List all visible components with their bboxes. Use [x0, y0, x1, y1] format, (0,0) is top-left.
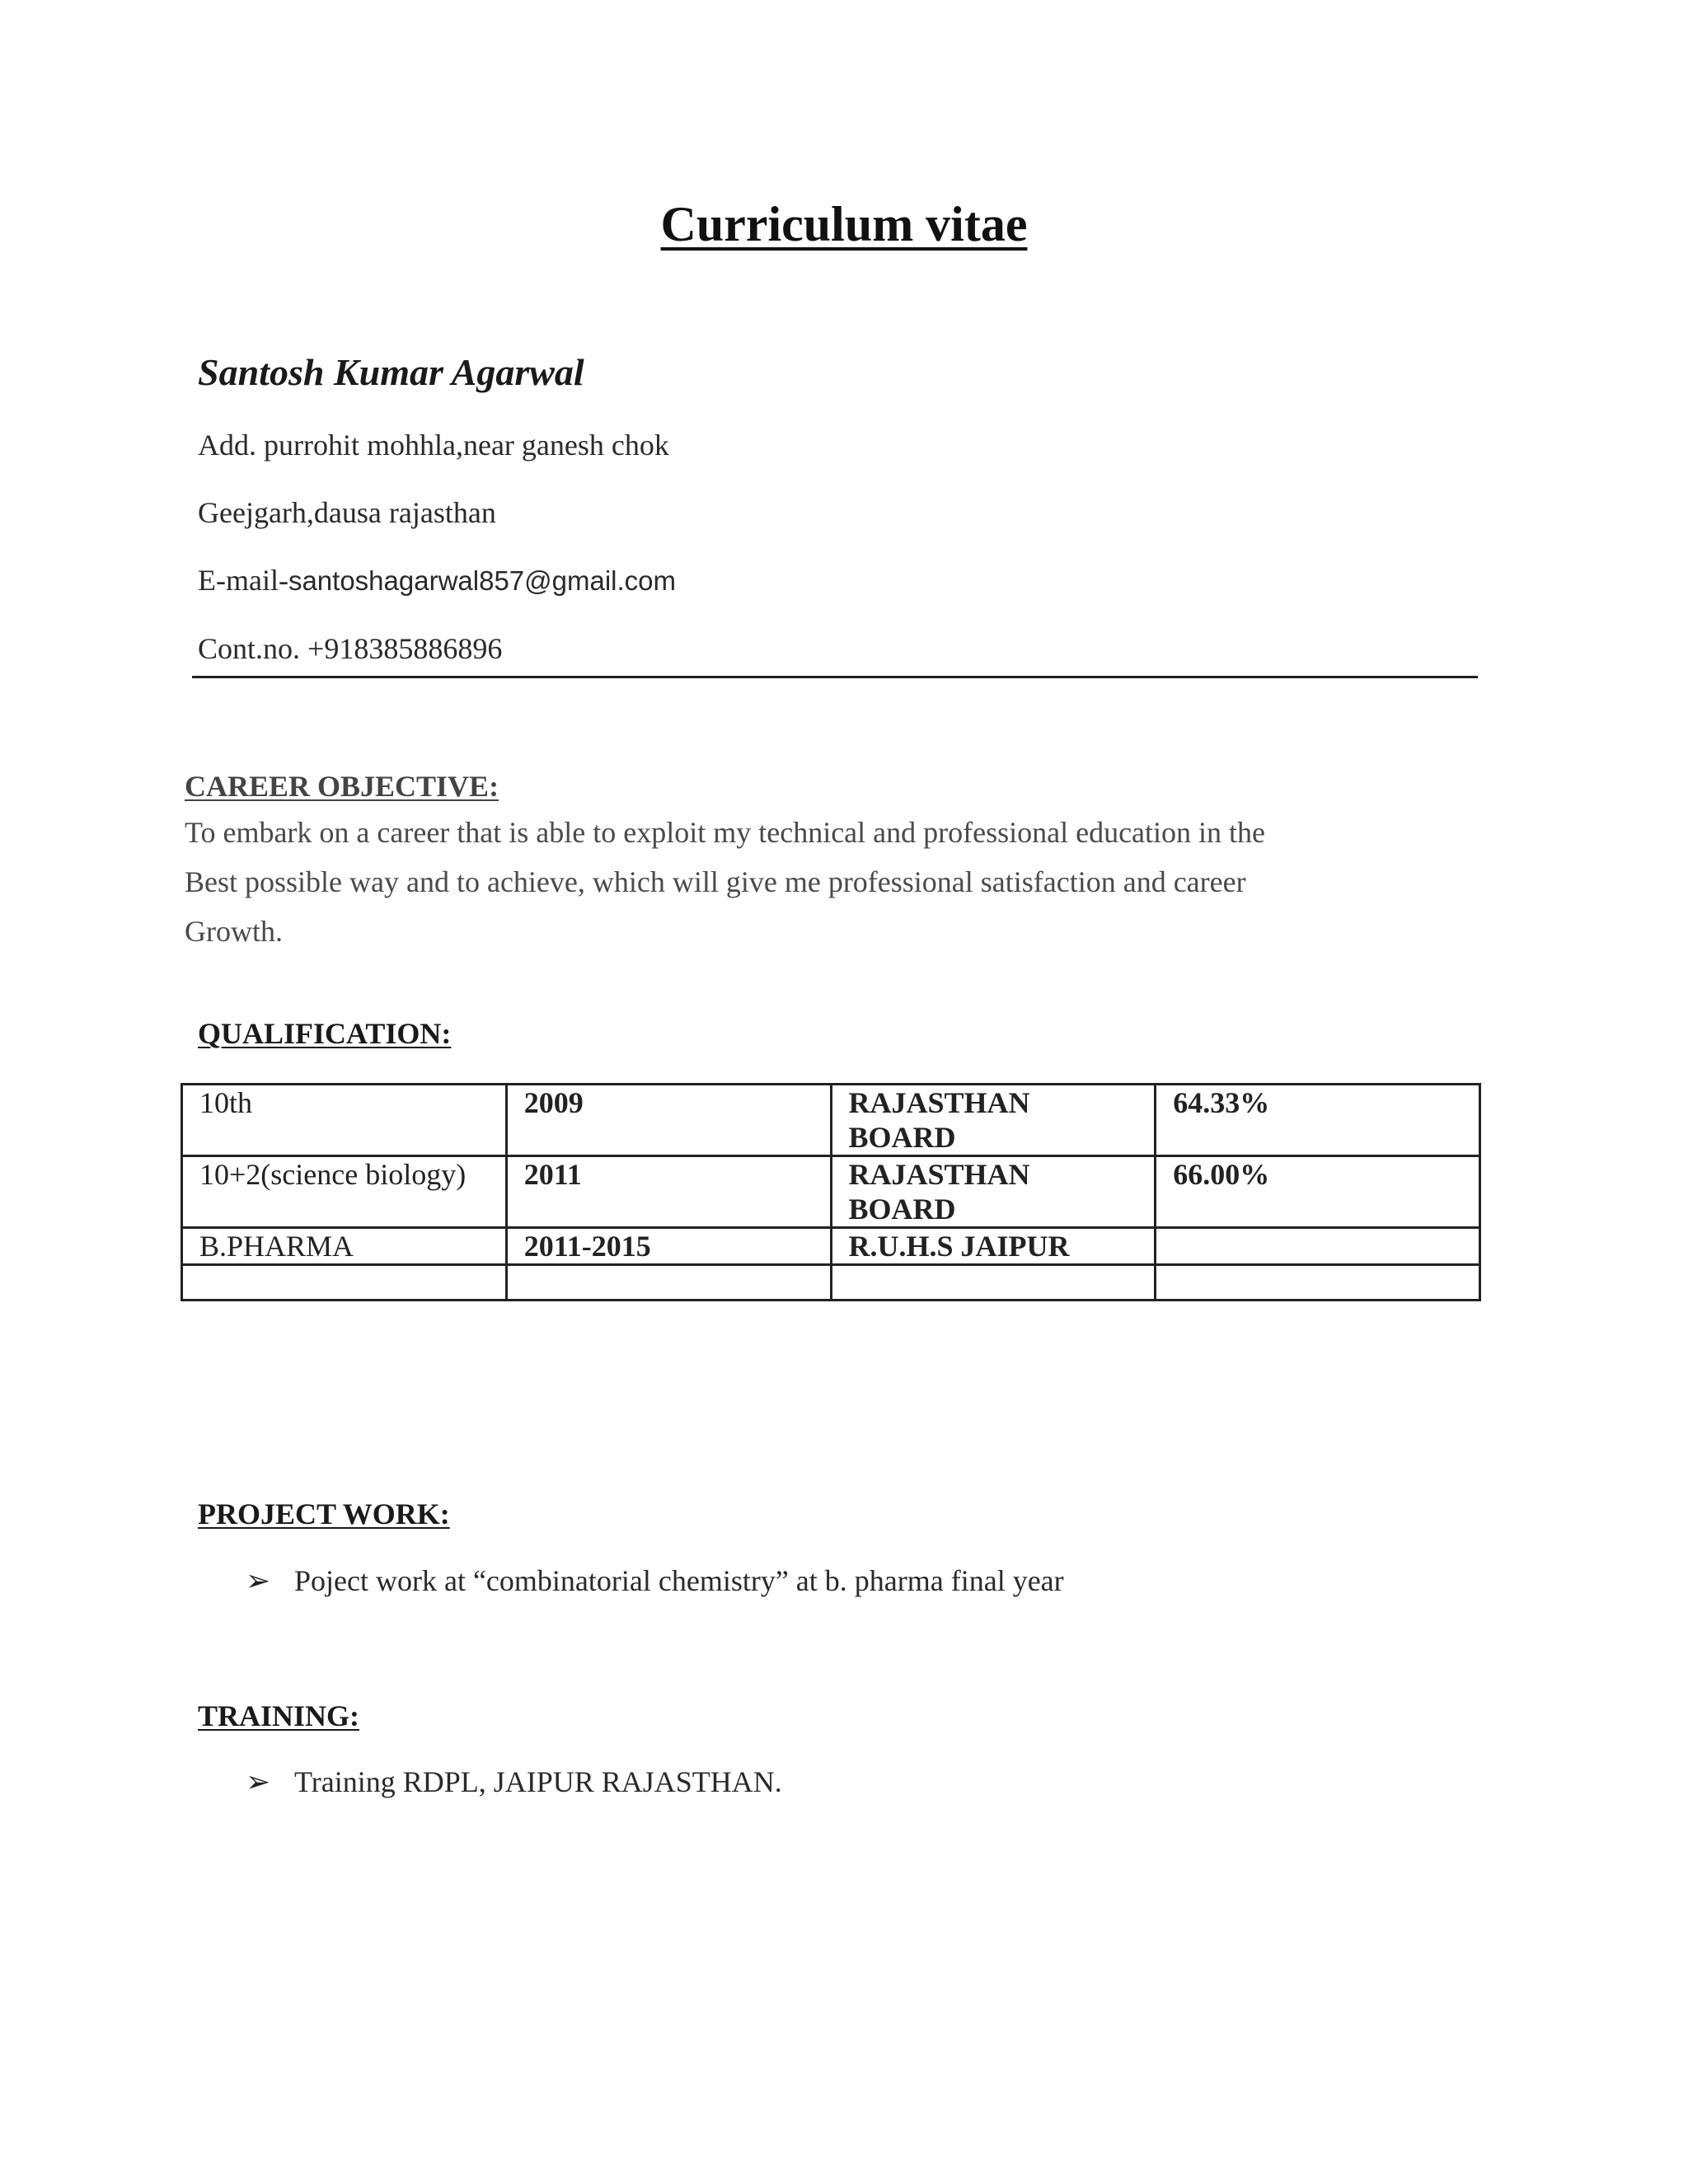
table-row	[182, 1265, 1480, 1301]
email-address: santoshagarwal857@gmail.com	[288, 565, 677, 596]
table-cell: 2011-2015	[506, 1228, 831, 1265]
table-cell: RAJASTHAN BOARD	[831, 1085, 1156, 1156]
email-line	[198, 562, 676, 599]
table-cell: 66.00%	[1156, 1156, 1480, 1228]
table-cell: 10+2(science biology)	[182, 1156, 507, 1228]
objective-line-1: To embark on a career that is able to exploit my technical and professional education in the	[185, 816, 1266, 849]
career-objective-heading: CAREER OBJECTIVE:	[185, 770, 499, 803]
table-cell: 2011	[506, 1156, 831, 1228]
objective-line-3: Growth.	[185, 915, 283, 948]
arrow-bullet-icon: ➢	[246, 1765, 271, 1798]
table-cell	[1156, 1228, 1480, 1265]
objective-line-2: Best possible way and to achieve, which will give me professional satisfaction and career	[185, 865, 1246, 898]
document-title	[0, 194, 1688, 254]
qualification-heading: QUALIFICATION:	[198, 1017, 452, 1050]
table-cell	[506, 1265, 831, 1301]
table-cell	[1156, 1265, 1480, 1301]
table-cell: 10th	[182, 1085, 507, 1156]
address-line-2: Geejgarh,dausa rajasthan	[198, 496, 496, 529]
arrow-bullet-icon: ➢	[246, 1564, 271, 1597]
email-prefix: E-mail-	[198, 564, 288, 597]
qualification-table	[181, 1083, 1481, 1301]
table-cell: B.PHARMA	[182, 1228, 507, 1265]
table-row	[182, 1085, 1480, 1156]
phone-line: Cont.no. +918385886896	[198, 632, 503, 665]
document-title-text: Curriculum vitae	[660, 197, 1028, 251]
table-row	[182, 1228, 1480, 1265]
table-cell: 2009	[506, 1085, 831, 1156]
project-work-heading: PROJECT WORK:	[198, 1497, 450, 1530]
candidate-name: Santosh Kumar Agarwal	[198, 351, 584, 393]
table-cell: 64.33%	[1156, 1085, 1480, 1156]
table-cell: R.U.H.S JAIPUR	[831, 1228, 1156, 1265]
training-item: Training RDPL, JAIPUR RAJASTHAN.	[294, 1765, 782, 1798]
table-cell	[182, 1265, 507, 1301]
address-line-1: Add. purrohit mohhla,near ganesh chok	[198, 429, 669, 462]
table-row	[182, 1156, 1480, 1228]
training-heading: TRAINING:	[198, 1699, 360, 1732]
project-item: Poject work at “combinatorial chemistry” at b. pharma final year	[294, 1564, 1064, 1597]
table-cell: RAJASTHAN BOARD	[831, 1156, 1156, 1228]
header-divider	[192, 676, 1478, 678]
table-cell	[831, 1265, 1156, 1301]
